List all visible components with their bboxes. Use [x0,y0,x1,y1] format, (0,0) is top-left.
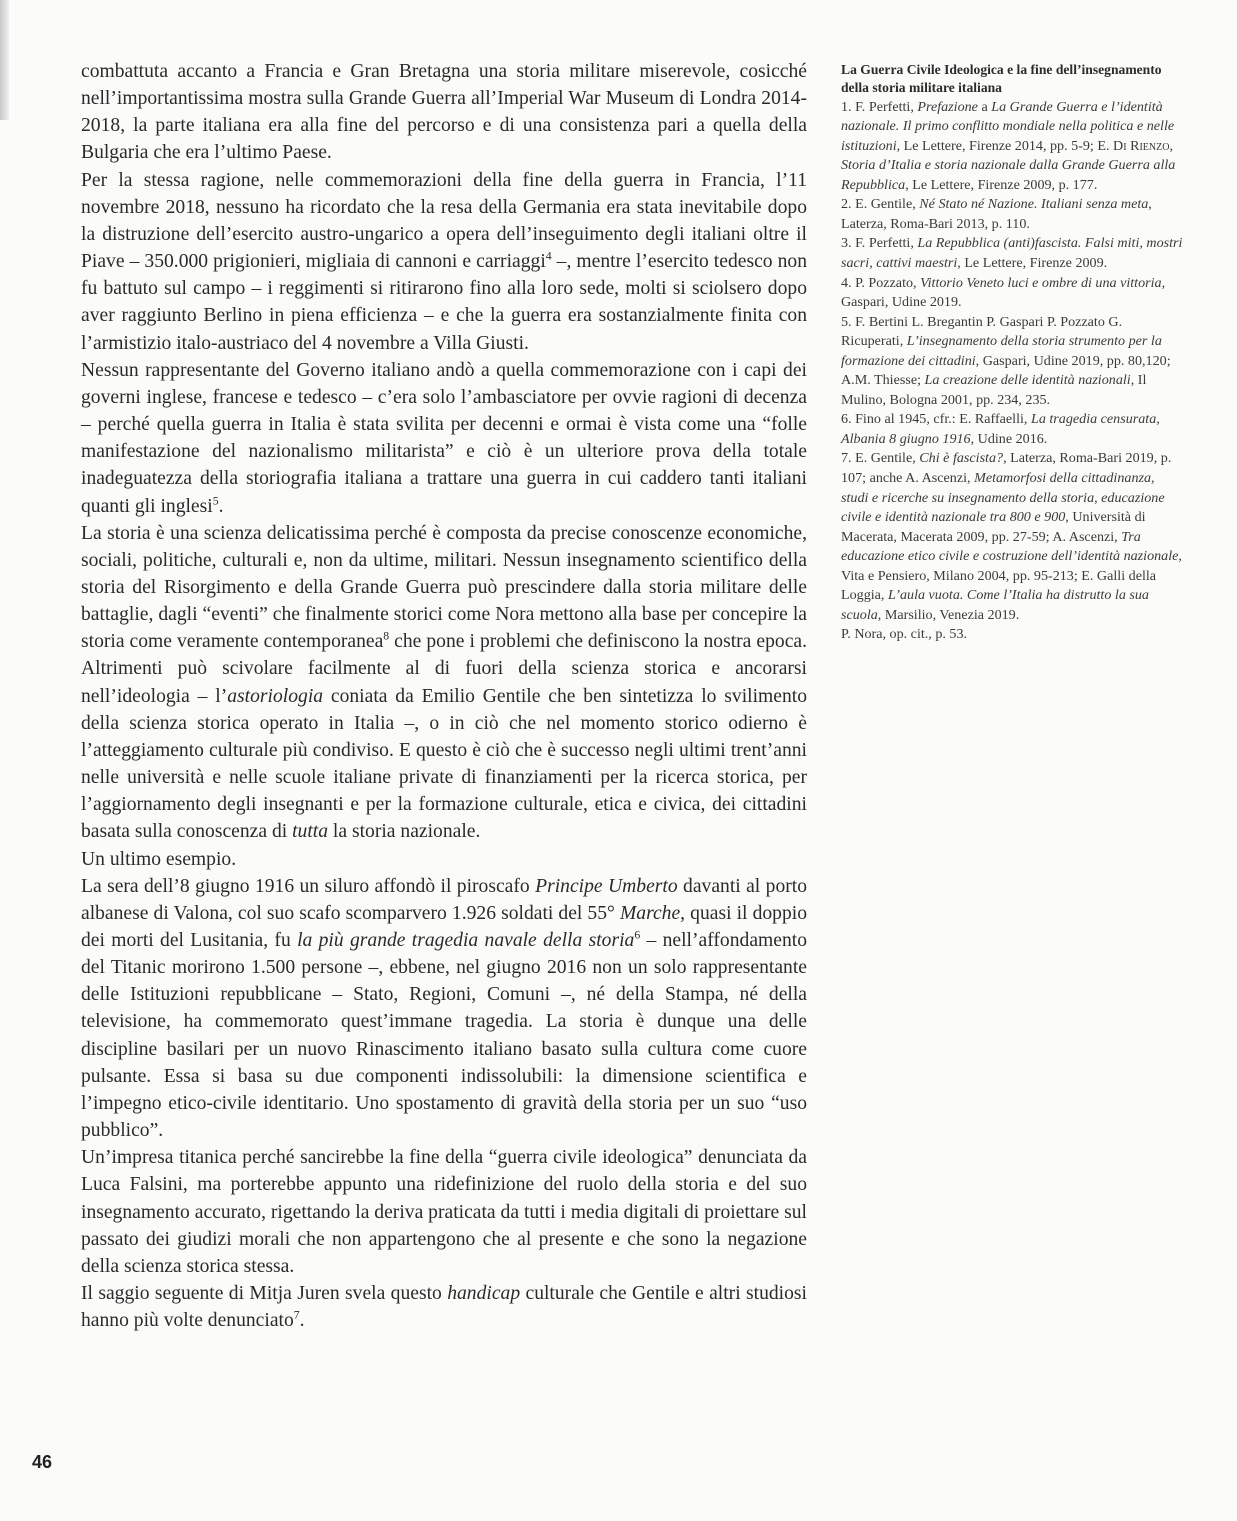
text-run: – nell’affondamento del Titanic morirono 1.500 persone –, ebbene, nel giugno 2016 non un solo rappresentante delle Istituzioni repubblicane – Stato, Regioni, Comuni –, né della Stampa, né della televisione, ha commemorato quest’immane tragedia. La storia è dunque una delle discipline basilari per un nuovo Rinascimento italiano basato sulla cultura come cuore pulsante. Essa si basa su due componenti indissolubili: la dimensione scientifica e l’impegno etico-civile identitario. Uno spostamento di gravità della storia per un suo “uso pubblico”. [81,930,807,1142]
footnote-item [841,449,1185,625]
text-run: 6. Fino al 1945, cfr.: E. Raffaelli, [841,411,1031,428]
italic-text: Prefazione [917,98,978,115]
footnotes-sidebar [841,61,1185,645]
page-binding-shadow [0,0,9,120]
footnote-item [841,313,1185,411]
text-run: la storia nazionale. [328,821,481,843]
text-run: Le Lettere, Firenze 2009. [960,254,1108,271]
text-run: , Vita e Pensiero, Milano 2004, pp. 95-213; E. Galli della Loggia, [841,548,1182,604]
text-run: , Laterza, Roma-Bari 2013, p. 110. [841,196,1152,232]
footnote-item [841,234,1185,273]
italic-text: tutta [292,821,329,843]
italic-text: la più grande tragedia navale della storia [297,930,635,951]
text-run: Di Rienzo [1113,137,1170,154]
footnote-item [841,195,1185,234]
footnote-ref: 8 [383,629,390,643]
italic-text: astoriologia [227,685,324,707]
footnote-ref: 5 [212,493,219,507]
text-run: combattuta accanto a Francia e Gran Bretagna una storia militare miserevole, cosicché nell’importantissima mostra sulla Grande Guerra all’Imperial War Museum di Londra 2014-2018, la parte italiana era alla fine del percorso e di una consistenza pari a quella della Bulgaria che era l’ultimo Paese. [81,61,807,164]
body-paragraph [81,58,807,167]
text-run: 2. E. Gentile, [841,196,920,213]
italic-text: La Repubblica (anti)fascista. Falsi miti, mostri sacri, cattivi maestri, [841,235,1183,271]
text-run: Per la stessa ragione, nelle commemorazioni della fine della guerra in Francia, l’11 novembre 2018, nessuno ha ricordato che la resa della Germania era stata inevitabile dopo la distruzione dell’esercito austro-ungarico a opera dell’inseguimento degli italiani oltre il Piave – 350.000 prigionieri, migliaia di cannoni e carriaggi [81,169,807,273]
italic-text: Principe Umberto [535,875,678,897]
footnote-item [841,625,1185,645]
body-paragraph [81,873,807,1145]
italic-text: Né Stato né Nazione. Italiani senza meta [919,196,1149,213]
italic-text: Metamorfosi della cittadinanza, studi e ricerche su insegnamento della storia, educazione civile e identità nazionale tra 800 e 900 [841,469,1165,526]
text-run: che pone i problemi che definiscono la nostra epoca. Altrimenti può scivolare facilmente al di fuori della scienza storica e ancorarsi nell’ideologia – l’ [81,631,807,707]
italic-text: La creazione delle identità nazionali [924,372,1131,389]
italic-text: L’insegnamento della storia strumento per la formazione dei cittadini [841,333,1162,369]
text-run: 1. F. Perfetti, [841,98,918,115]
text-run: , quasi il doppio dei morti del Lusitania, fu [81,902,807,951]
text-run: Il saggio seguente di Mitja Juren svela questo [81,1283,448,1305]
footnote-ref: 6 [634,928,641,942]
sidebar-title: La Guerra Civile Ideologica e la fine dell’insegnamento della storia militare italiana [841,62,1162,95]
text-run: Nessun rappresentante del Governo italiano andò a quella commemorazione con i capi dei governi inglese, francese e tedesco – c’era solo l’ambasciatore per ovvie ragioni di decenza – perché quella guerra in Italia è stata svilita per decenni e ormai è vista come una “folle manifestazione del nazionalismo militarista” e ciò è un ulteriore prova della totale inadeguatezza della storiografia italiana a trattare una guerra in cui caddero tanti italiani quanti gli inglesi [81,359,807,517]
text-run: , Il Mulino, Bologna 2001, pp. 234, 235. [841,372,1147,408]
body-paragraph [81,357,807,520]
text-run: davanti al porto albanese di Valona, col suo scafo scomparvero 1.926 soldati del 55° [81,875,808,924]
text-run: , [1169,137,1174,154]
text-run: , Gaspari, Udine 2019, pp. 80,120; A.M. Thiesse; [841,352,1171,389]
text-run: , Laterza, Roma-Bari 2019, p. 107; anche A. Ascenzi, [841,450,1172,486]
text-run: 3. F. Perfetti, [841,235,918,252]
text-run: , Udine 2016. [970,430,1048,447]
text-run: culturale che Gentile e altri studiosi hanno più volte denunciato [81,1283,807,1332]
body-paragraph [81,846,807,873]
text-run: a [977,98,992,115]
footnotes-list [841,98,1185,645]
text-run: , Gaspari, Udine 2019. [841,274,1166,311]
main-body-text [81,58,807,1334]
text-run: . [218,495,224,517]
footnote-item [841,274,1185,313]
text-run: Un’impresa titanica perché sancirebbe la fine della “guerra civile ideologica” denunciata da Luca Falsini, ma porterebbe appunto una ridefinizione del ruolo della storia e del suo insegnamento accurato, rigettando la deriva praticata da tutti i media digitali di proiettare sul passato dei giudizi morali che non appartengono che al presente e che sono la negazione della scienza storica stessa. [81,1147,807,1277]
text-run: , Università di Macerata, Macerata 2009, pp. 27-59; A. Ascenzi, [841,509,1146,545]
text-run: La sera dell’8 giugno 1916 un siluro affondò il piroscafo [81,875,536,897]
page-number: 46 [32,1452,53,1472]
body-paragraph [81,520,807,846]
italic-text: Vittorio Veneto luci e ombre di una vittoria [920,274,1162,291]
footnote-item [841,98,1185,196]
text-run: 7. E. Gentile, [841,450,920,467]
text-run: Un ultimo esempio. [81,848,237,870]
italic-text: Marche [619,902,681,924]
italic-text: La tragedia censurata, Albania 8 giugno 1916 [841,411,1160,447]
italic-text: Tra educazione etico civile e costruzione dell’identità nazionale [841,528,1179,565]
footnote-ref: 4 [545,249,552,263]
text-run: coniata da Emilio Gentile che ben sintetizza lo svilimento della scienza storica operato in Italia –, o in ciò che nel momento storico odierno è l’atteggiamento culturale più condiviso. E questo è ciò che è successo negli ultimi trent’anni nelle università e nelle scuole italiane private di finanziamenti per la ricerca storica, per l’aggiornamento degli insegnanti e per la formazione culturale, etica e civica, dei cittadini basata sulla conoscenza di [81,685,808,843]
text-run: 5. F. Bertini L. Bregantin P. Gaspari P. Pozzato G. Ricuperati, [841,313,1123,350]
italic-text: L’aula vuota. Come l’Italia ha distrutto la sua scuola [841,587,1149,623]
text-run: , Marsilio, Venezia 2019. [877,606,1020,623]
body-paragraph [81,1280,807,1334]
body-paragraph [81,167,807,357]
text-run: . [299,1310,305,1332]
italic-text: Storia d’Italia e storia nazionale dalla Grande Guerra alla Repubblica [841,157,1176,193]
footnote-ref: 7 [293,1308,300,1322]
text-run: , Le Lettere, Firenze 2009, p. 177. [905,176,1098,193]
footnote-item [841,410,1185,449]
text-run: , Le Lettere, Firenze 2014, pp. 5-9; E. [896,137,1114,154]
text-run: La storia è una scienza delicatissima perché è composta da precise conoscenze economiche, sociali, politiche, culturali e, non da ultime, militari. Nessun insegnamento scientifico della storia del Risorgimento e della Grande Guerra può prescindere dalla storia militare delle battaglie, dagli “eventi” che finalmente storici come Nora mettono alla base per concepire la storia come veramente contemporanea [81,522,807,653]
body-paragraph [81,1144,807,1280]
italic-text: Chi è fascista? [919,450,1004,467]
text-run: P. Nora, op. cit., p. 53. [841,626,968,643]
italic-text: handicap [447,1283,521,1305]
italic-text: La Grande Guerra e l’identità nazionale. Il primo conflitto mondiale nella politica e nelle istituzioni [841,98,1175,154]
text-run: –, mentre l’esercito tedesco non fu battuto sul campo – i reggimenti si ritirarono fino alla loro sede, molti si sciolsero dopo aver raggiunto Berlino in piena efficienza – e che la guerra era sostanzialmente finita con l’armistizio italo-austriaco del 4 novembre a Villa Giusti. [81,251,807,354]
text-run: 4. P. Pozzato, [841,274,921,291]
